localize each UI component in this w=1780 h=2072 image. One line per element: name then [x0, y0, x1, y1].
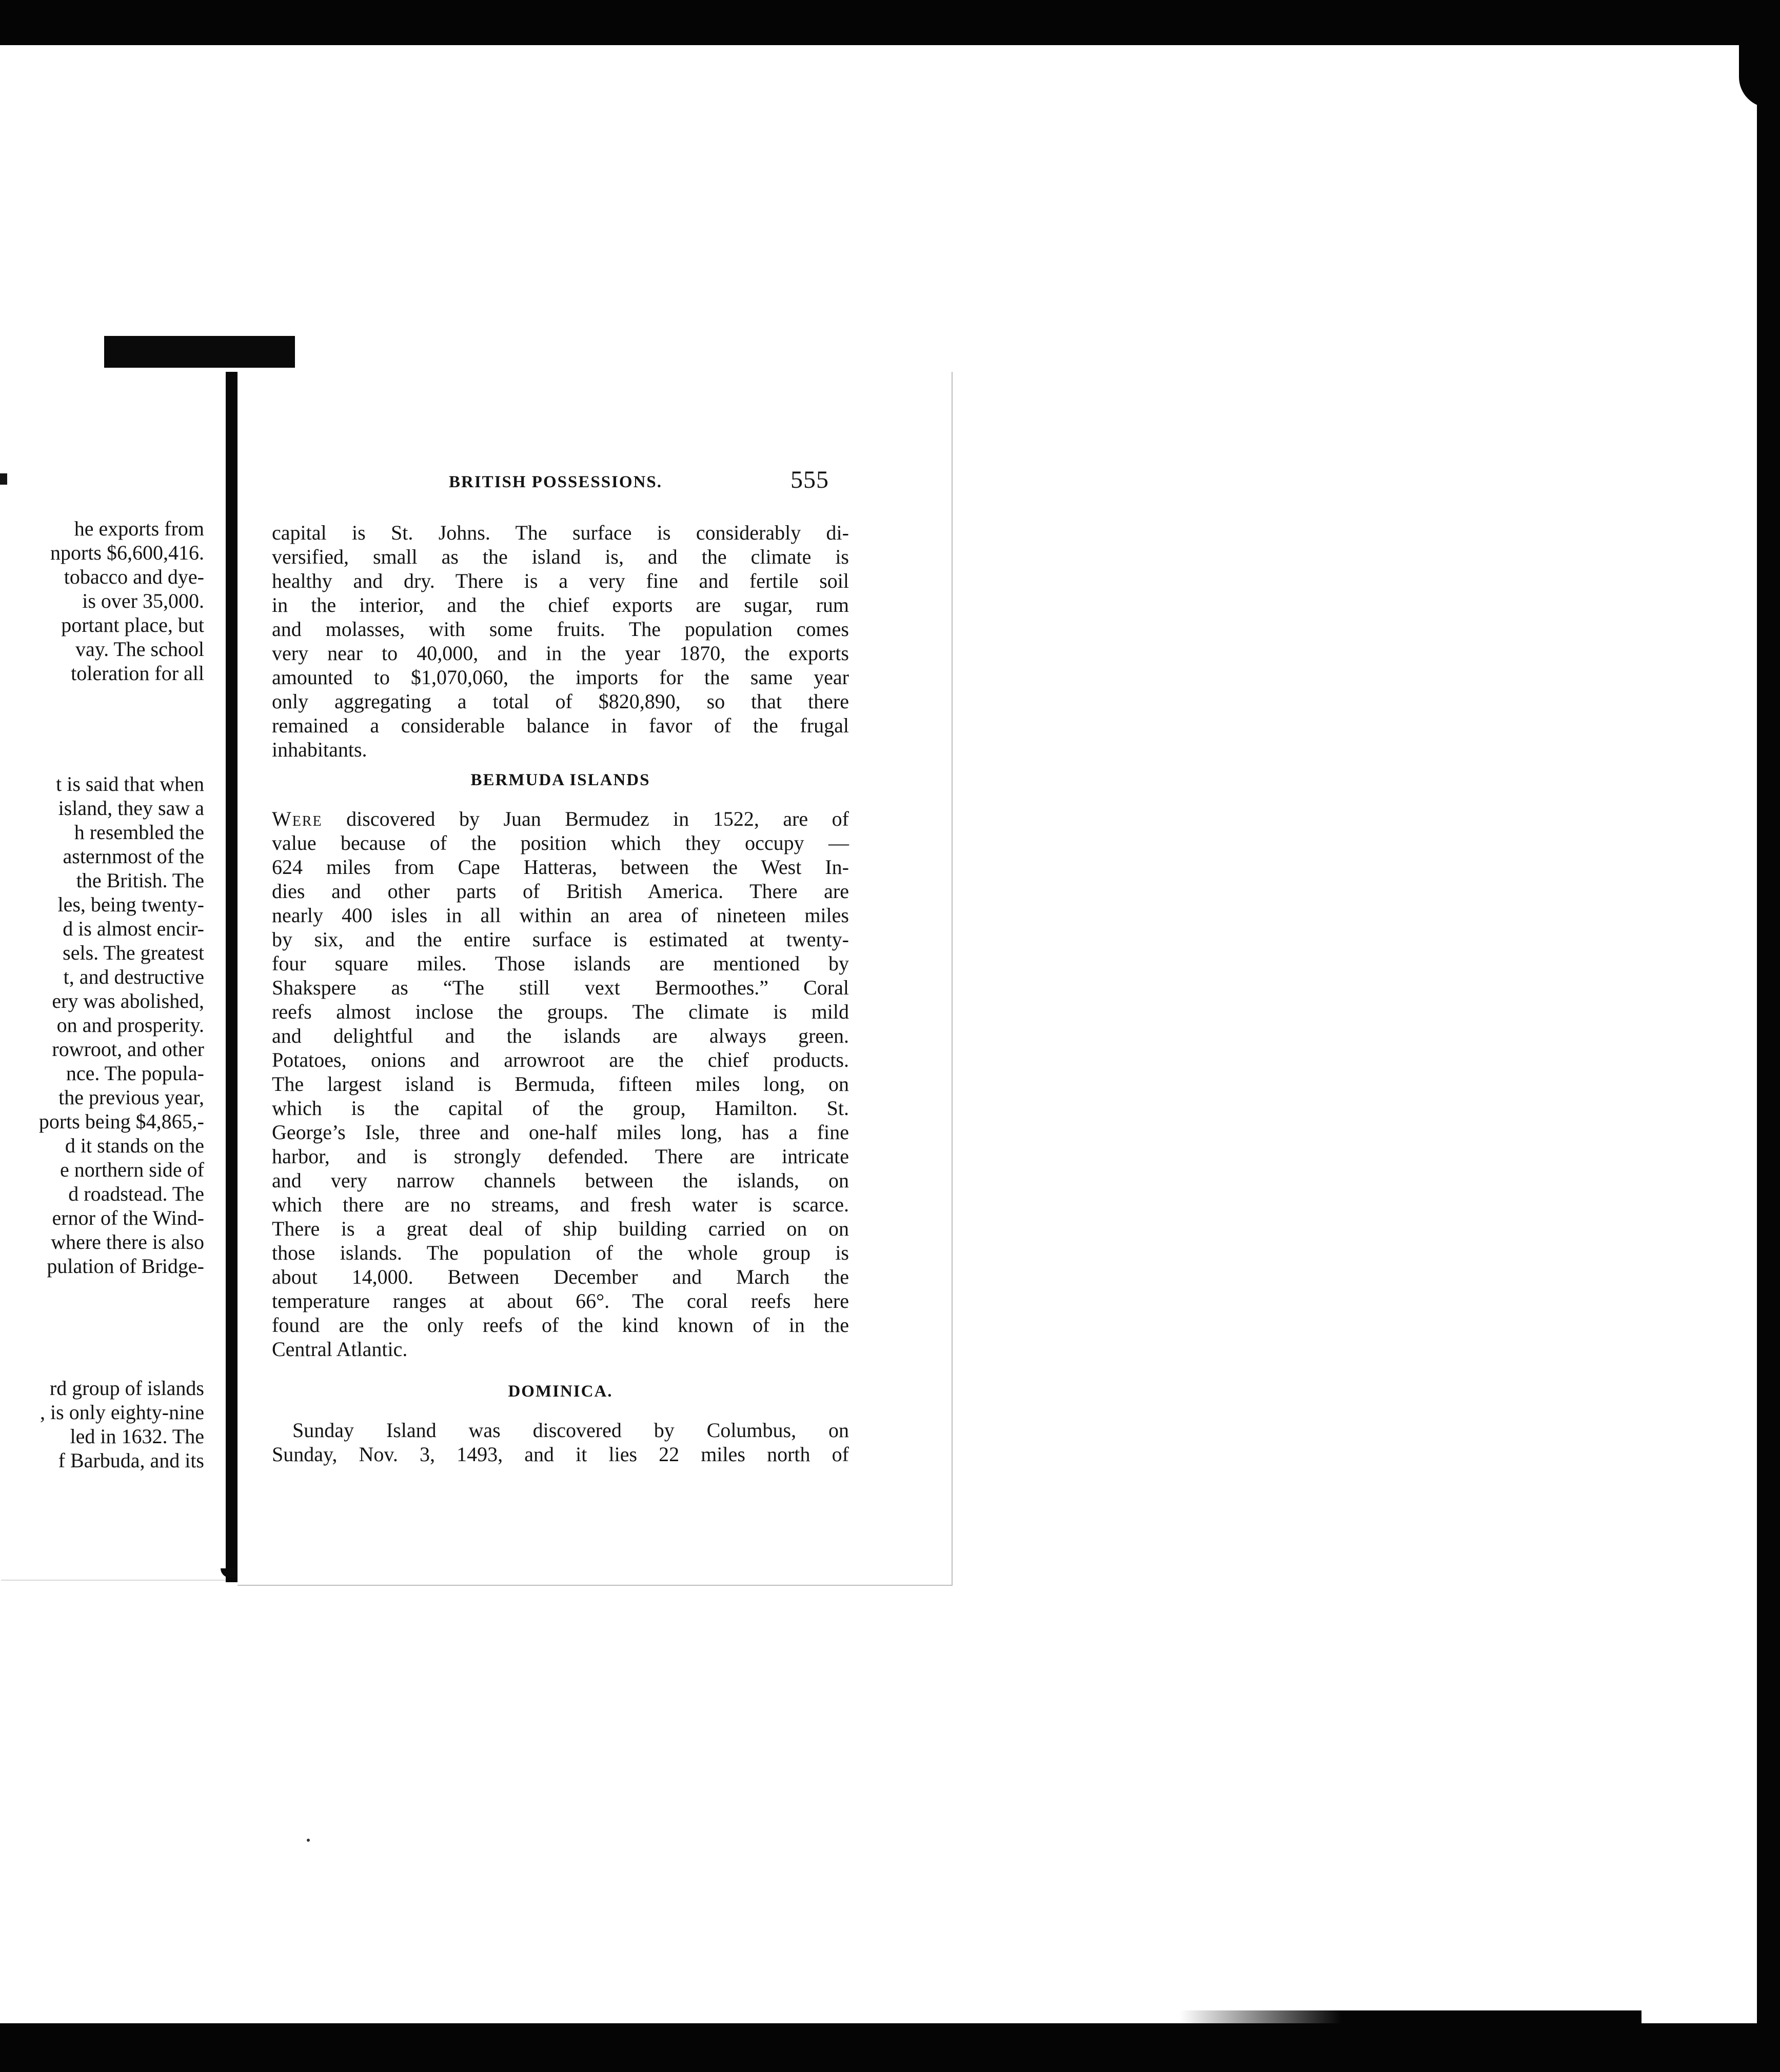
- previous-page-header-fragment: [0, 473, 7, 485]
- antigua-paragraph-line: capital is St. Johns. The surface is considerably di-: [272, 521, 849, 544]
- bermuda-paragraph-line: about 14,000. Between December and March the: [272, 1265, 849, 1288]
- previous-page-line: ery was abolished,: [52, 989, 204, 1012]
- bermuda-paragraph-line: harbor, and is strongly defended. There are intricate: [272, 1145, 849, 1168]
- previous-page-line: d it stands on the: [65, 1134, 204, 1157]
- bermuda-first-line-rest: discovered by Juan Bermudez in 1522, are of: [322, 807, 849, 830]
- dominica-paragraph-line: Sunday, Nov. 3, 1493, and it lies 22 miles north of: [272, 1443, 849, 1466]
- bermuda-paragraph-line: There is a great deal of ship building carried on on: [272, 1217, 849, 1240]
- previous-page-line: t, and destructive: [63, 965, 204, 988]
- scan-speck: [307, 1839, 310, 1842]
- previous-page-line: he exports from: [74, 517, 204, 540]
- antigua-paragraph-line: very near to 40,000, and in the year 1870, the exports: [272, 642, 849, 665]
- section-title-dominica: DOMINICA.: [508, 1382, 613, 1401]
- page-number: 555: [790, 466, 829, 493]
- previous-page-line: nports $6,600,416.: [50, 541, 204, 564]
- bermuda-paragraph-line: which there are no streams, and fresh water is scarce.: [272, 1193, 849, 1216]
- previous-page-line: rd group of islands: [49, 1377, 204, 1400]
- bermuda-paragraph-line: 624 miles from Cape Hatteras, between the West In-: [272, 855, 849, 879]
- previous-page-line: nce. The popula-: [66, 1062, 204, 1085]
- section-title-bermuda: BERMUDA ISLANDS: [470, 771, 650, 789]
- bermuda-paragraph-line: those islands. The population of the whole group is: [272, 1241, 849, 1264]
- previous-page-line: ernor of the Wind-: [52, 1206, 204, 1229]
- previous-page-line: , is only eighty-nine: [40, 1401, 204, 1424]
- previous-page-line: rowroot, and other: [52, 1038, 204, 1061]
- previous-page-line: the British. The: [76, 869, 204, 892]
- bermuda-paragraph-line: Shakspere as “The still vext Bermoothes.” Coral: [272, 976, 849, 999]
- bermuda-paragraph-line: reefs almost inclose the groups. The climate is mild: [272, 1000, 849, 1023]
- previous-page-block-1: [0, 516, 204, 685]
- previous-page-line: asternmost of the: [63, 845, 204, 868]
- bermuda-paragraph-line: Central Atlantic.: [272, 1338, 408, 1361]
- previous-page-line: ports being $4,865,-: [38, 1110, 204, 1133]
- previous-page-line: vay. The school: [75, 637, 204, 661]
- bermuda-lead-word: Were: [272, 807, 323, 830]
- previous-page-line: f Barbuda, and its: [58, 1449, 204, 1472]
- previous-page-line: the previous year,: [58, 1086, 204, 1109]
- bermuda-paragraph-line: and very narrow channels between the islands, on: [272, 1169, 849, 1192]
- bermuda-paragraph: [272, 807, 849, 1361]
- antigua-paragraph-line: inhabitants.: [272, 738, 367, 761]
- scan-frame-right: [1757, 45, 1780, 2072]
- bermuda-first-line: [272, 807, 849, 831]
- previous-page-line: toleration for all: [71, 662, 204, 685]
- previous-page-line: h resembled the: [74, 821, 204, 844]
- previous-page-line: les, being twenty-: [57, 893, 204, 916]
- book-spine: [226, 372, 239, 1582]
- previous-page-line: island, they saw a: [58, 796, 204, 820]
- antigua-paragraph-line: in the interior, and the chief exports are sugar, rum: [272, 593, 849, 616]
- antigua-paragraph-line: versified, small as the island is, and the climate is: [272, 545, 849, 568]
- scan-frame-bottom-shadow: [1180, 2010, 1641, 2036]
- bermuda-paragraph-line: dies and other parts of British America. There are: [272, 880, 849, 903]
- previous-page-line: d is almost encir-: [63, 917, 204, 940]
- bermuda-paragraph-line: value because of the position which they occupy —: [272, 831, 849, 854]
- previous-page-line: tobacco and dye-: [64, 565, 204, 588]
- bermuda-paragraph-line: temperature ranges at about 66°. The coral reefs here: [272, 1289, 849, 1312]
- previous-page-block-2: [0, 772, 204, 1278]
- previous-page-line: sels. The greatest: [63, 941, 204, 964]
- dominica-paragraph: [272, 1418, 849, 1466]
- scan-frame-top: [0, 0, 1780, 45]
- bermuda-paragraph-line: which is the capital of the group, Hamilton. St.: [272, 1097, 849, 1120]
- binding-clip: [104, 336, 295, 368]
- bermuda-paragraph-line: The largest island is Bermuda, fifteen miles long, on: [272, 1072, 849, 1095]
- previous-page-line: e northern side of: [60, 1158, 204, 1181]
- running-head: BRITISH POSSESSIONS.: [449, 473, 663, 491]
- bermuda-paragraph-line: by six, and the entire surface is estimated at twenty-: [272, 928, 849, 951]
- bermuda-paragraph-line: and delightful and the islands are always green.: [272, 1024, 849, 1047]
- previous-page-line: t is said that when: [56, 772, 204, 795]
- antigua-paragraph-line: remained a considerable balance in favor of the frugal: [272, 714, 849, 737]
- previous-page-line: where there is also: [51, 1230, 204, 1253]
- antigua-paragraph-line: healthy and dry. There is a very fine and fertile soil: [272, 569, 849, 592]
- antigua-paragraph-line: amounted to $1,070,060, the imports for the same year: [272, 666, 849, 689]
- bermuda-paragraph-line: nearly 400 isles in all within an area of nineteen miles: [272, 904, 849, 927]
- antigua-paragraph-line: and molasses, with some fruits. The population comes: [272, 617, 849, 641]
- previous-page-line: portant place, but: [61, 613, 204, 636]
- bermuda-paragraph-line: found are the only reefs of the kind known of in the: [272, 1313, 849, 1337]
- bermuda-paragraph-line: George’s Isle, three and one-half miles long, has a fine: [272, 1121, 849, 1144]
- bermuda-paragraph-line: Potatoes, onions and arrowroot are the chief products.: [272, 1048, 849, 1071]
- previous-page-block-3: [0, 1376, 204, 1472]
- antigua-paragraph-line: only aggregating a total of $820,890, so that there: [272, 690, 849, 713]
- bermuda-paragraph-line: four square miles. Those islands are mentioned by: [272, 952, 849, 975]
- previous-page-line: d roadstead. The: [68, 1182, 204, 1205]
- previous-page: [0, 372, 227, 1580]
- previous-page-line: on and prosperity.: [56, 1013, 204, 1037]
- dominica-paragraph-line: Sunday Island was discovered by Columbus, on: [292, 1419, 849, 1442]
- previous-page-line: led in 1632. The: [70, 1425, 204, 1448]
- previous-page-line: is over 35,000.: [82, 589, 204, 612]
- antigua-paragraph: [272, 521, 849, 762]
- previous-page-line: pulation of Bridge-: [47, 1254, 204, 1278]
